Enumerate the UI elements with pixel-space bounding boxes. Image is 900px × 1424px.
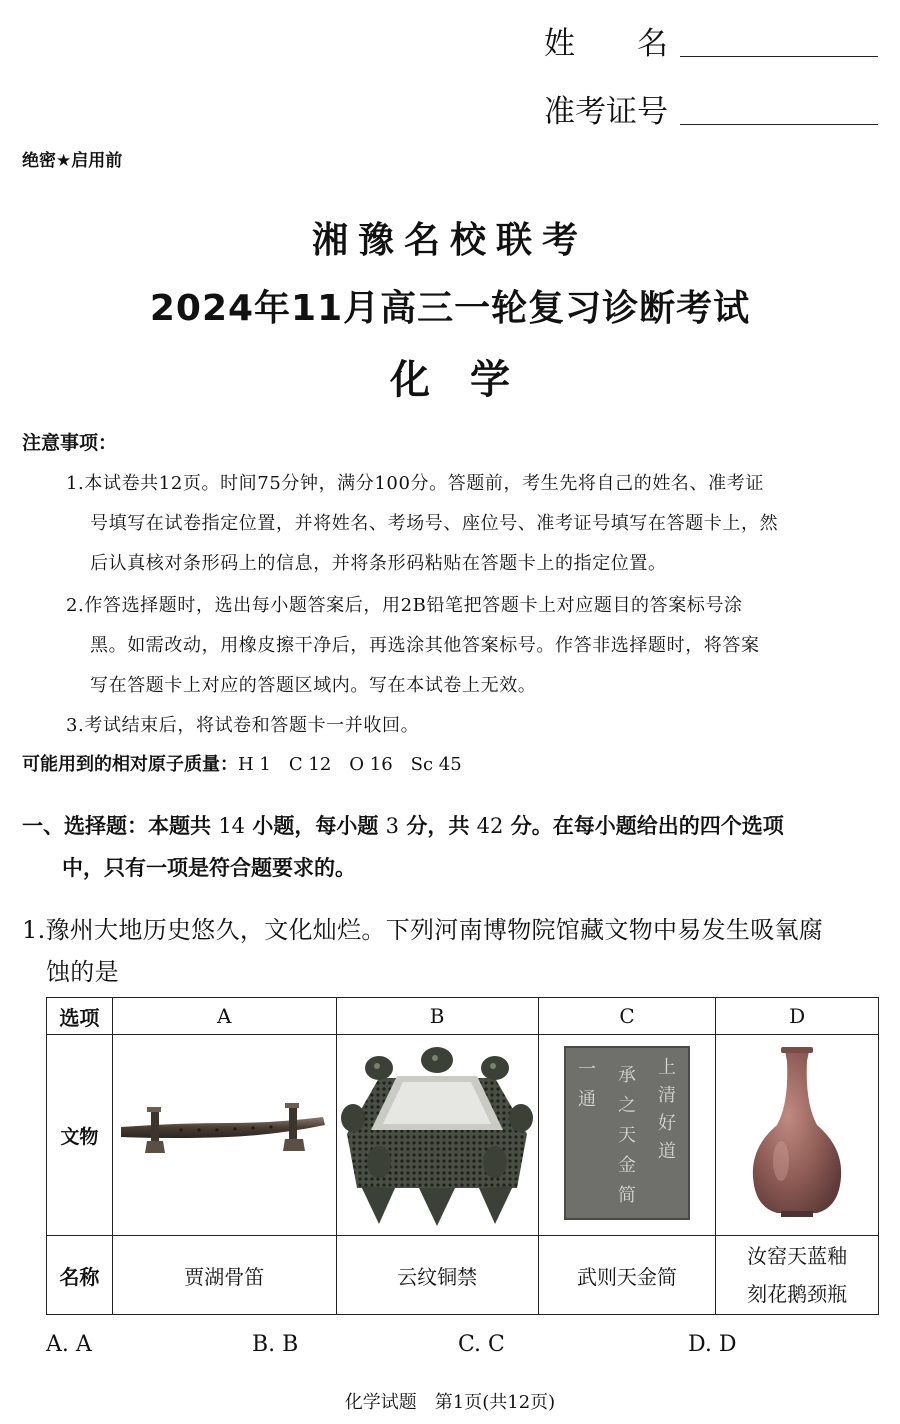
column-c: C <box>538 998 716 1035</box>
bronze-altar-image <box>336 1035 538 1236</box>
notice-line: 3.考试结束后，将试卷和答题卡一并收回。 <box>66 715 420 736</box>
gold-slip-char: 清 <box>657 1085 676 1106</box>
name-row-label: 名称 <box>47 1236 113 1315</box>
bronze-altar-illustration <box>339 1038 535 1228</box>
atomic-masses <box>22 750 462 776</box>
name-line[interactable] <box>680 56 878 57</box>
gold-slip-char: 之 <box>617 1095 636 1116</box>
option-a[interactable]: A. A <box>46 1332 92 1357</box>
bone-flute-illustration <box>117 1093 331 1173</box>
notice-title: 注意事项： <box>22 432 118 454</box>
notice-line: 写在答题卡上对应的答题区域内。写在本试卷上无效。 <box>90 675 537 696</box>
exam-id-line[interactable] <box>680 124 878 125</box>
image-row-label: 文物 <box>47 1035 113 1236</box>
exam-title-line1: 湘豫名校联考 <box>311 220 588 261</box>
atomic-masses-label: 可能用到的相对原子质量： <box>22 754 238 775</box>
exam-title-line2: 2024年11月高三一轮复习诊断考试 <box>149 288 751 329</box>
gold-slip-char: 上 <box>657 1057 676 1078</box>
notice-line: 1.本试卷共12页。时间75分钟，满分100分。答题前，考生先将自己的姓名、准考证 <box>66 473 764 494</box>
artifact-name-a: 贾湖骨笛 <box>112 1236 336 1315</box>
artifact-table <box>46 997 879 1315</box>
option-c[interactable]: C. C <box>458 1332 505 1357</box>
subject-title: 化 学 <box>390 357 510 403</box>
section1-points: 3 <box>385 814 400 838</box>
celadon-vase-illustration <box>747 1043 847 1223</box>
notice-line: 2.作答选择题时，选出每小题答案后，用2B铅笔把答题卡上对应题目的答案标号涂 <box>66 595 743 616</box>
section1-text: 分，共 <box>406 814 470 838</box>
gold-slip-image <box>538 1035 716 1236</box>
column-a: A <box>112 998 336 1035</box>
gold-slip-char: 道 <box>657 1141 676 1162</box>
artifact-name-c: 武则天金简 <box>538 1236 716 1315</box>
notice-line: 号填写在试卷指定位置，并将姓名、考场号、座位号、准考证号填写在答题卡上，然 <box>90 513 779 534</box>
celadon-vase-image <box>716 1035 879 1236</box>
atomic-masses-values: H 1 C 12 O 16 Sc 45 <box>238 754 462 775</box>
artifact-name-b: 云纹铜禁 <box>336 1236 538 1315</box>
gold-slip-char: 好 <box>657 1113 676 1134</box>
page-footer: 化学试题 第1页(共12页) <box>344 1392 556 1413</box>
artifact-name-d-line2: 刻花鹅颈瓶 <box>747 1282 848 1306</box>
column-d: D <box>716 998 879 1035</box>
bone-flute-image <box>112 1035 336 1236</box>
question1-stem: 1.豫州大地历史悠久，文化灿烂。下列河南博物院馆藏文物中易发生吸氧腐 <box>22 916 824 944</box>
gold-slip-char: 天 <box>617 1125 636 1146</box>
section1-text: 小题，每小题 <box>252 814 379 838</box>
gold-slip-illustration <box>563 1045 691 1221</box>
exam-id-label: 准考证号 <box>544 94 668 130</box>
section1-text: 分。在每小题给出的四个选项 <box>510 814 784 838</box>
option-b[interactable]: B. B <box>252 1332 299 1357</box>
table-image-row <box>47 1035 879 1236</box>
section1-heading <box>22 810 784 840</box>
table-header-row <box>47 998 879 1035</box>
gold-slip-char: 承 <box>617 1065 636 1086</box>
name-label: 姓 名 <box>544 26 668 62</box>
table-name-row <box>47 1236 879 1315</box>
gold-slip-char: 简 <box>617 1185 636 1206</box>
option-d[interactable]: D. D <box>688 1332 737 1357</box>
gold-slip-char: 一 <box>577 1059 596 1080</box>
column-b: B <box>336 998 538 1035</box>
section1-count: 14 <box>218 814 246 838</box>
notice-line: 后认真核对条形码上的信息，并将条形码粘贴在答题卡上的指定位置。 <box>90 553 667 574</box>
confidential-mark: 绝密★启用前 <box>22 151 123 171</box>
artifact-name-d <box>716 1236 879 1315</box>
section1-heading-line2: 中，只有一项是符合题要求的。 <box>62 856 356 880</box>
gold-slip-char: 金 <box>617 1155 636 1176</box>
question1-stem-line2: 蚀的是 <box>46 958 119 986</box>
notice-line: 黑。如需改动，用橡皮擦干净后，再选涂其他答案标号。作答非选择题时，将答案 <box>90 635 760 656</box>
artifact-name-d-line1: 汝窑天蓝釉 <box>747 1244 848 1268</box>
gold-slip-char: 通 <box>577 1089 596 1110</box>
header-label: 选项 <box>47 998 113 1035</box>
section1-total: 42 <box>476 814 504 838</box>
section1-text: 一、选择题：本题共 <box>22 814 211 838</box>
